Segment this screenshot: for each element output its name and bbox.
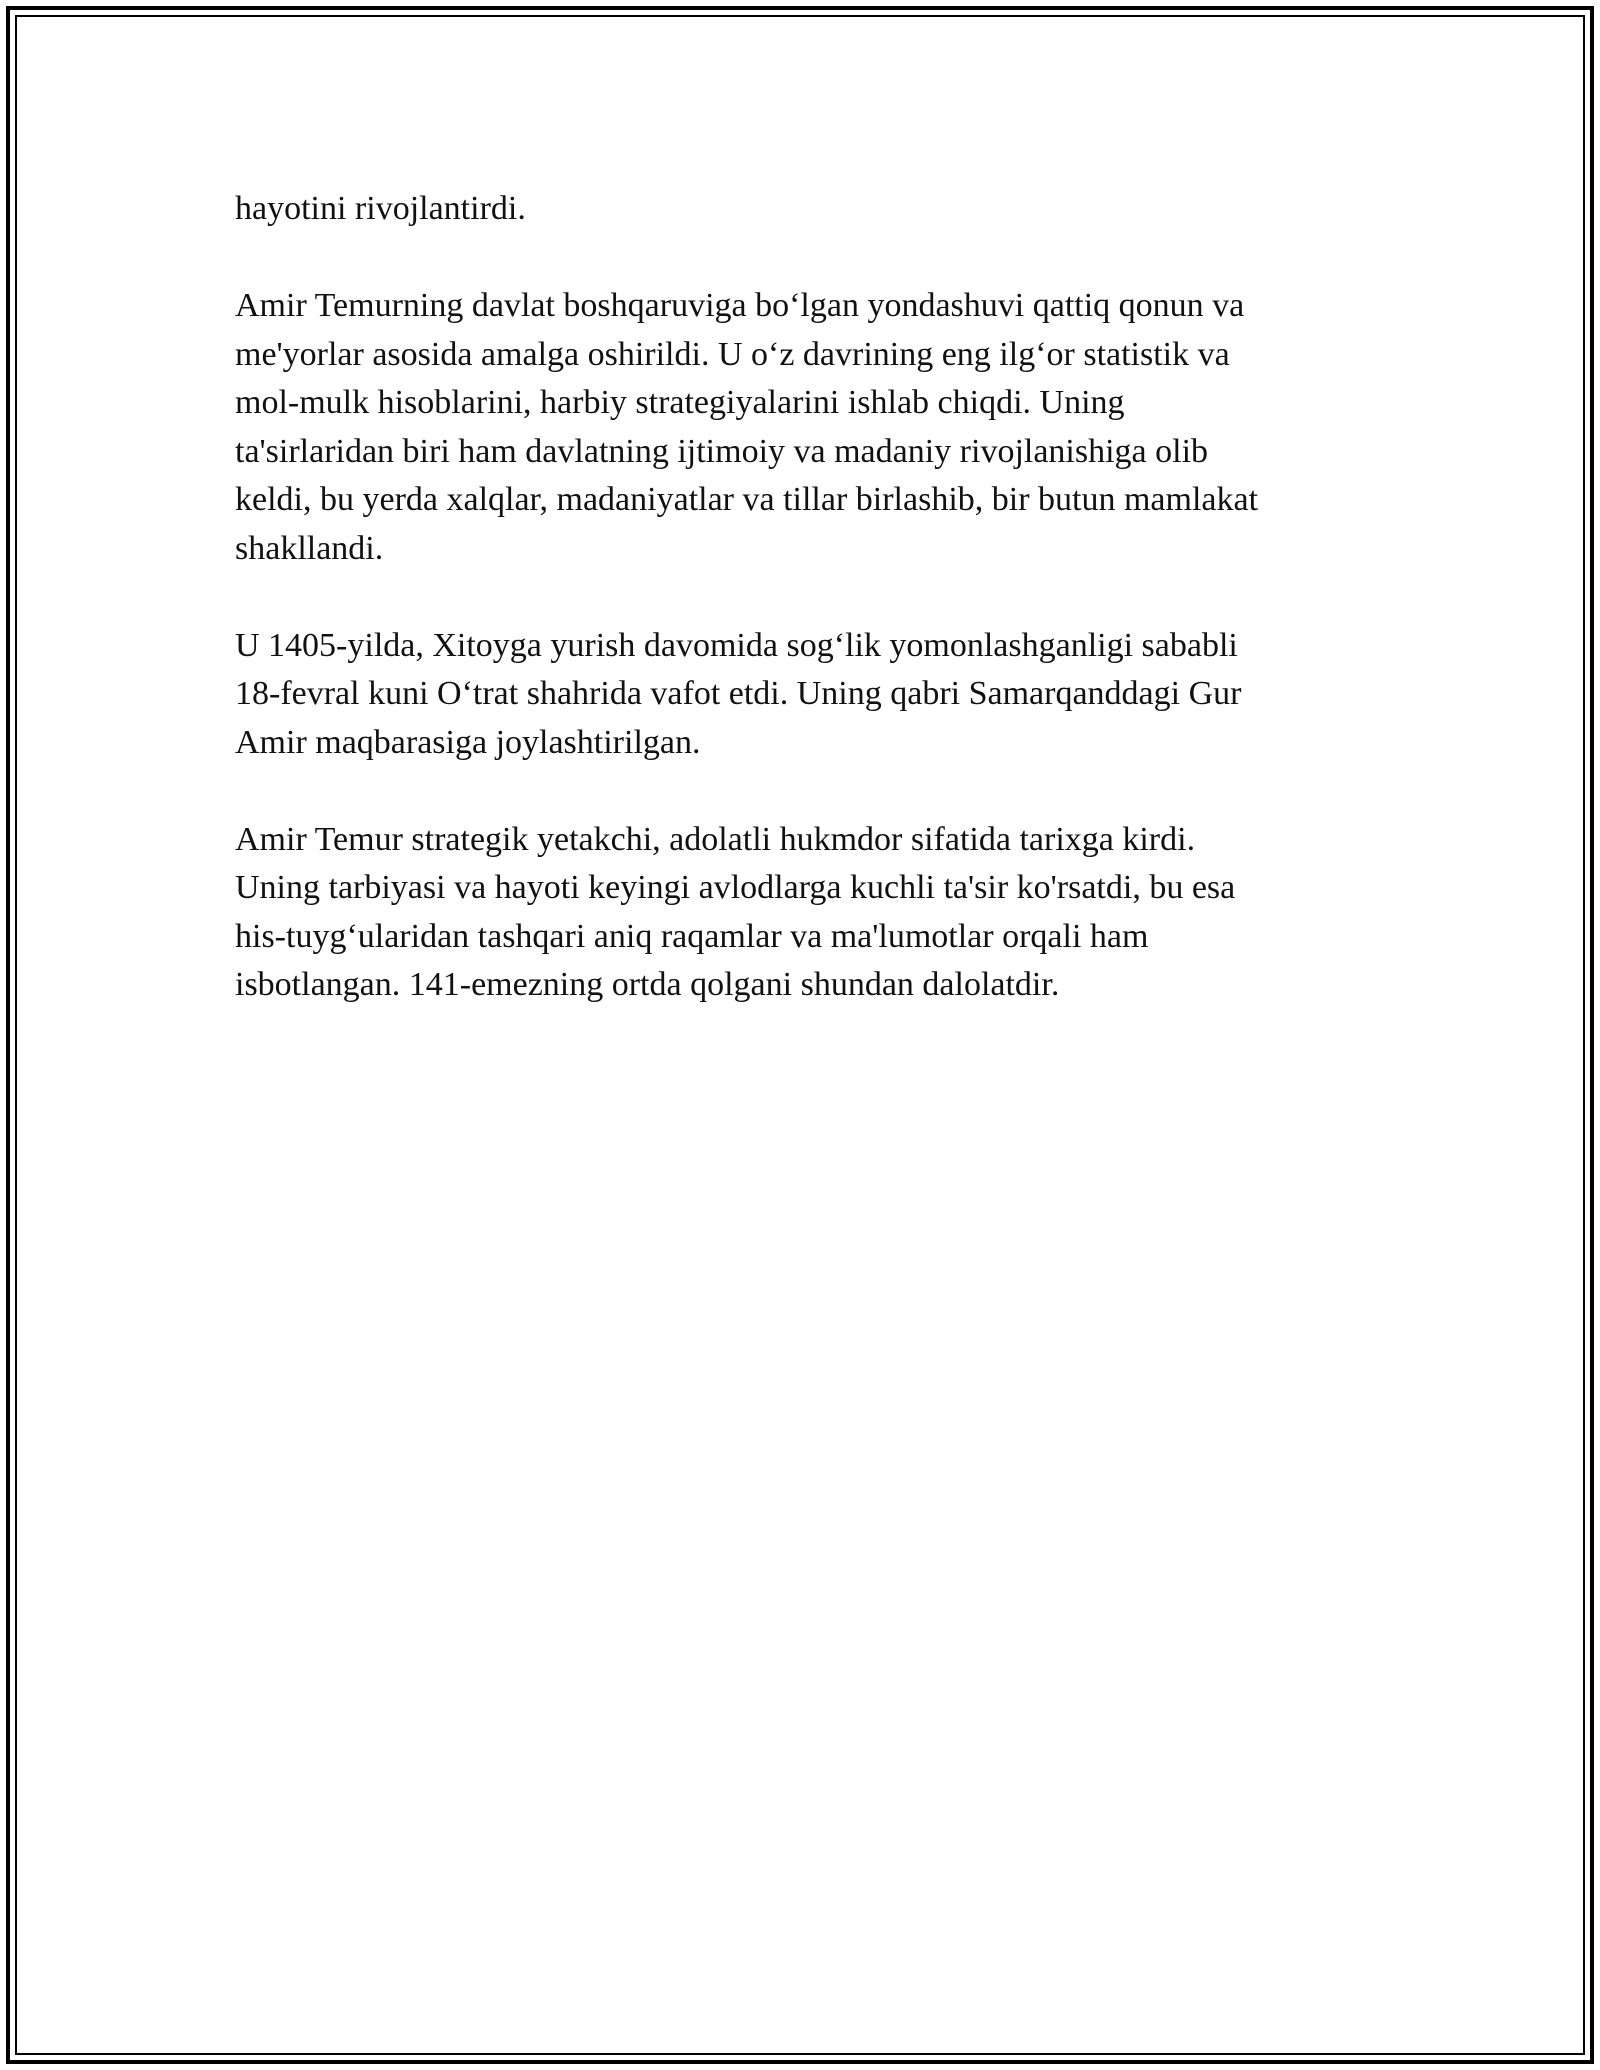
paragraph-2 <box>235 282 1365 573</box>
text-line: shakllandi. <box>235 529 384 567</box>
text-line: Amir maqbarasiga joylashtirilgan. <box>235 723 701 761</box>
text-line: U 1405-yilda, Xitoyga yurish davomida sog‘lik yomonlashganligi sababli <box>235 626 1238 664</box>
text-line: isbotlangan. 141-emezning ortda qolgani shundan dalolatdir. <box>235 966 1060 1003</box>
text-line: Uning tarbiyasi va hayoti keyingi avlodlarga kuchli ta'sir ko'rsatdi, bu esa <box>235 869 1236 906</box>
text-line: ta'sirlaridan biri ham davlatning ijtimoiy va madaniy rivojlanishiga olib <box>235 432 1209 470</box>
paragraph-1 <box>235 185 1365 234</box>
text-line: his-tuyg‘ularidan tashqari aniq raqamlar va ma'lumotlar orqali ham <box>235 917 1149 955</box>
text-line: hayotini rivojlantirdi. <box>235 190 526 227</box>
text-line: me'yorlar asosida amalga oshirildi. U o‘z davrining eng ilg‘or statistik va <box>235 335 1230 373</box>
text-line: Amir Temur strategik yetakchi, adolatli hukmdor sifatida tarixga kirdi. <box>235 820 1196 858</box>
document-body <box>235 185 1365 1058</box>
text-line: mol-mulk hisoblarini, harbiy strategiyalarini ishlab chiqdi. Uning <box>235 384 1125 421</box>
text-line: 18-fevral kuni O‘trat shahrida vafot etdi. Uning qabri Samarqanddagi Gur <box>235 675 1242 712</box>
text-line: keldi, bu yerda xalqlar, madaniyatlar va tillar birlashib, bir butun mamlakat <box>235 481 1259 518</box>
text-line: Amir Temurning davlat boshqaruviga bo‘lgan yondashuvi qattiq qonun va <box>235 287 1245 324</box>
paragraph-3 <box>235 622 1365 768</box>
paragraph-4 <box>235 816 1365 1010</box>
